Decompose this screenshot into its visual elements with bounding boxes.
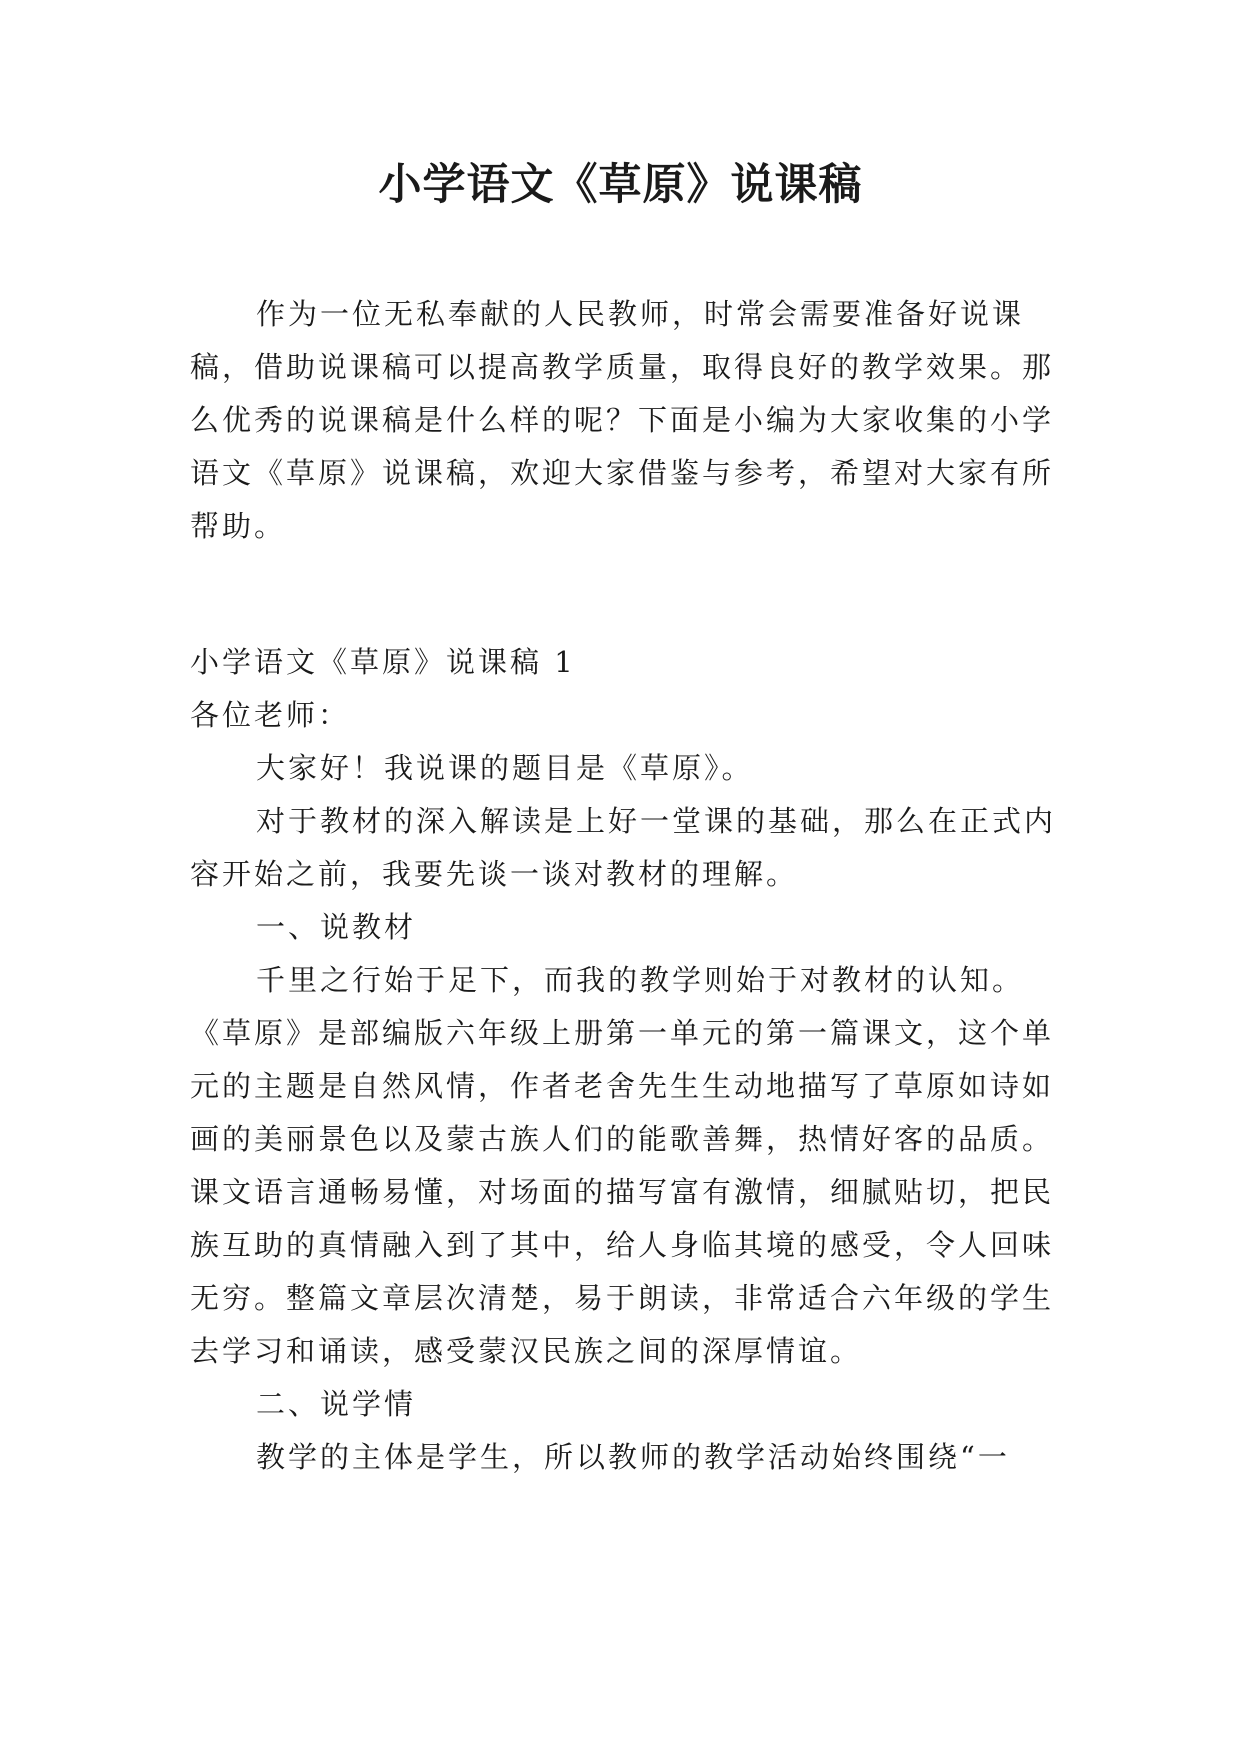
heading-students: 二、说学情 bbox=[256, 1387, 417, 1421]
paragraph-1: 大家好！我说课的题目是《草原》。 bbox=[256, 751, 754, 785]
heading-textbook: 一、说教材 bbox=[256, 910, 417, 944]
paragraph-2: 对于教材的深入解读是上好一堂课的基础，那么在正式内容开始之前，我要先谈一谈对教材的理解。 bbox=[190, 804, 1057, 891]
intro-section bbox=[190, 288, 1070, 553]
intro-paragraph: 作为一位无私奉献的人民教师，时常会需要准备好说课稿，借助说课稿可以提高教学质量，取得良好的教学效果。那么优秀的说课稿是什么样的呢？下面是小编为大家收集的小学语文《草原》说课稿，欢迎大家借鉴与参考，希望对大家有所帮助。 bbox=[190, 297, 1055, 543]
document-title: 小学语文《草原》说课稿 bbox=[378, 160, 863, 210]
paragraph-students: 教学的主体是学生，所以教师的教学活动始终围绕“一 bbox=[256, 1440, 1010, 1474]
paragraph-textbook: 千里之行始于足下，而我的教学则始于对教材的认知。《草原》是部编版六年级上册第一单元的第一篇课文，这个单元的主题是自然风情，作者老舍先生生动地描写了草原如诗如画的美丽景色以及蒙古族人们的能歌善舞，热情好客的品质。课文语言通畅易懂，对场面的描写富有激情，细腻贴切，把民族互助的真情融入到了其中，给人身临其境的感受，令人回味无穷。整篇文章层次清楚，易于朗读，非常适合六年级的学生去学习和诵读，感受蒙汉民族之间的深厚情谊。 bbox=[190, 963, 1055, 1368]
section-heading: 小学语文《草原》说课稿 1 bbox=[190, 645, 576, 679]
main-section bbox=[190, 636, 1070, 1484]
greeting-line: 各位老师： bbox=[190, 698, 351, 732]
